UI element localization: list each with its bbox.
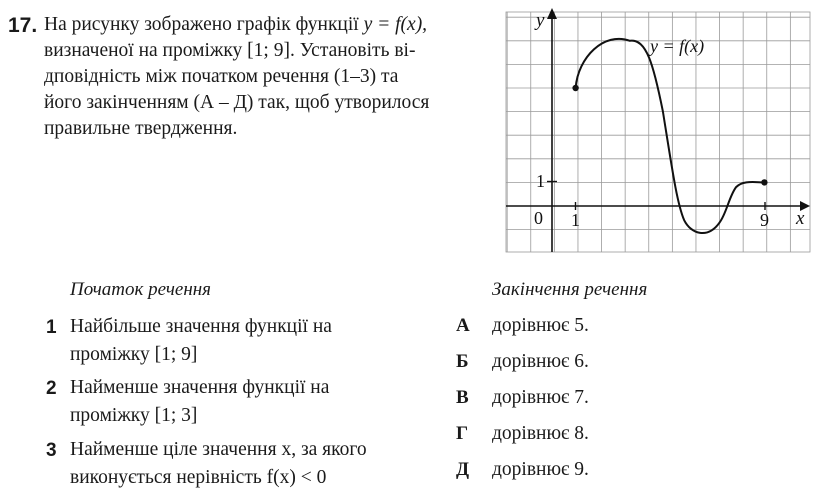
beginning-3-line2: виконується нерівність f(x) < 0 (70, 467, 327, 488)
ending-c-letter: В (456, 387, 469, 408)
intro-line-2: визначеної на проміжку [1; 9]. Установіть ві- (44, 40, 416, 61)
beginning-3-text (70, 436, 367, 492)
ending-a-letter: А (456, 315, 470, 336)
beginning-3-num: 3 (46, 440, 57, 461)
beginning-1-text (70, 313, 332, 369)
intro-line-5: правильне твердження. (44, 118, 238, 139)
task-number: 17. (8, 14, 38, 37)
end-point (761, 179, 767, 185)
ending-d-letter: Г (456, 423, 469, 444)
tick-x1-label: 1 (571, 210, 580, 230)
y-axis-arrow (547, 8, 557, 19)
ending-c-text: дорівнює 7. (492, 387, 589, 408)
ending-e-letter: Д (456, 459, 470, 480)
function-graph (498, 4, 818, 256)
intro-formula: y = f(x), (363, 14, 428, 35)
beginning-2-text (70, 374, 329, 430)
beginning-1-num: 1 (46, 317, 57, 338)
ending-a-text: дорівнює 5. (492, 315, 589, 336)
beginning-3-line1: Найменше ціле значення x, за якого (70, 439, 367, 460)
start-point (572, 85, 578, 91)
intro-text-1: На рисунку зображено графік функції (44, 14, 359, 35)
beginning-2-num: 2 (46, 378, 57, 399)
ending-e-text: дорівнює 9. (492, 459, 589, 480)
ending-b-text: дорівнює 6. (492, 351, 589, 372)
beginning-2-line1: Найменше значення функції на (70, 377, 330, 398)
intro-line-4: його закінченням (А – Д) так, щоб утворилося (44, 92, 430, 113)
left-column-head: Початок речення (70, 279, 212, 300)
tick-y1-label: 1 (536, 171, 545, 191)
beginning-2-line2: проміжку [1; 3] (70, 405, 198, 426)
y-axis-label: y (536, 10, 545, 31)
origin-label: 0 (534, 208, 543, 228)
ending-b-letter: Б (456, 351, 469, 372)
curve-label: y = f(x) (650, 36, 705, 56)
beginning-1-line1: Найбільше значення функції на (70, 316, 332, 337)
beginning-1-line2: проміжку [1; 9] (70, 344, 198, 365)
function-curve (576, 39, 765, 233)
intro-line-3: дповідність між початком речення (1–3) та (44, 66, 399, 87)
tick-x9-label: 9 (760, 210, 769, 230)
ending-d-text: дорівнює 8. (492, 423, 589, 444)
x-axis-label: x (796, 208, 805, 229)
intro-line-1 (44, 14, 427, 36)
right-column-head: Закінчення речення (492, 279, 648, 300)
